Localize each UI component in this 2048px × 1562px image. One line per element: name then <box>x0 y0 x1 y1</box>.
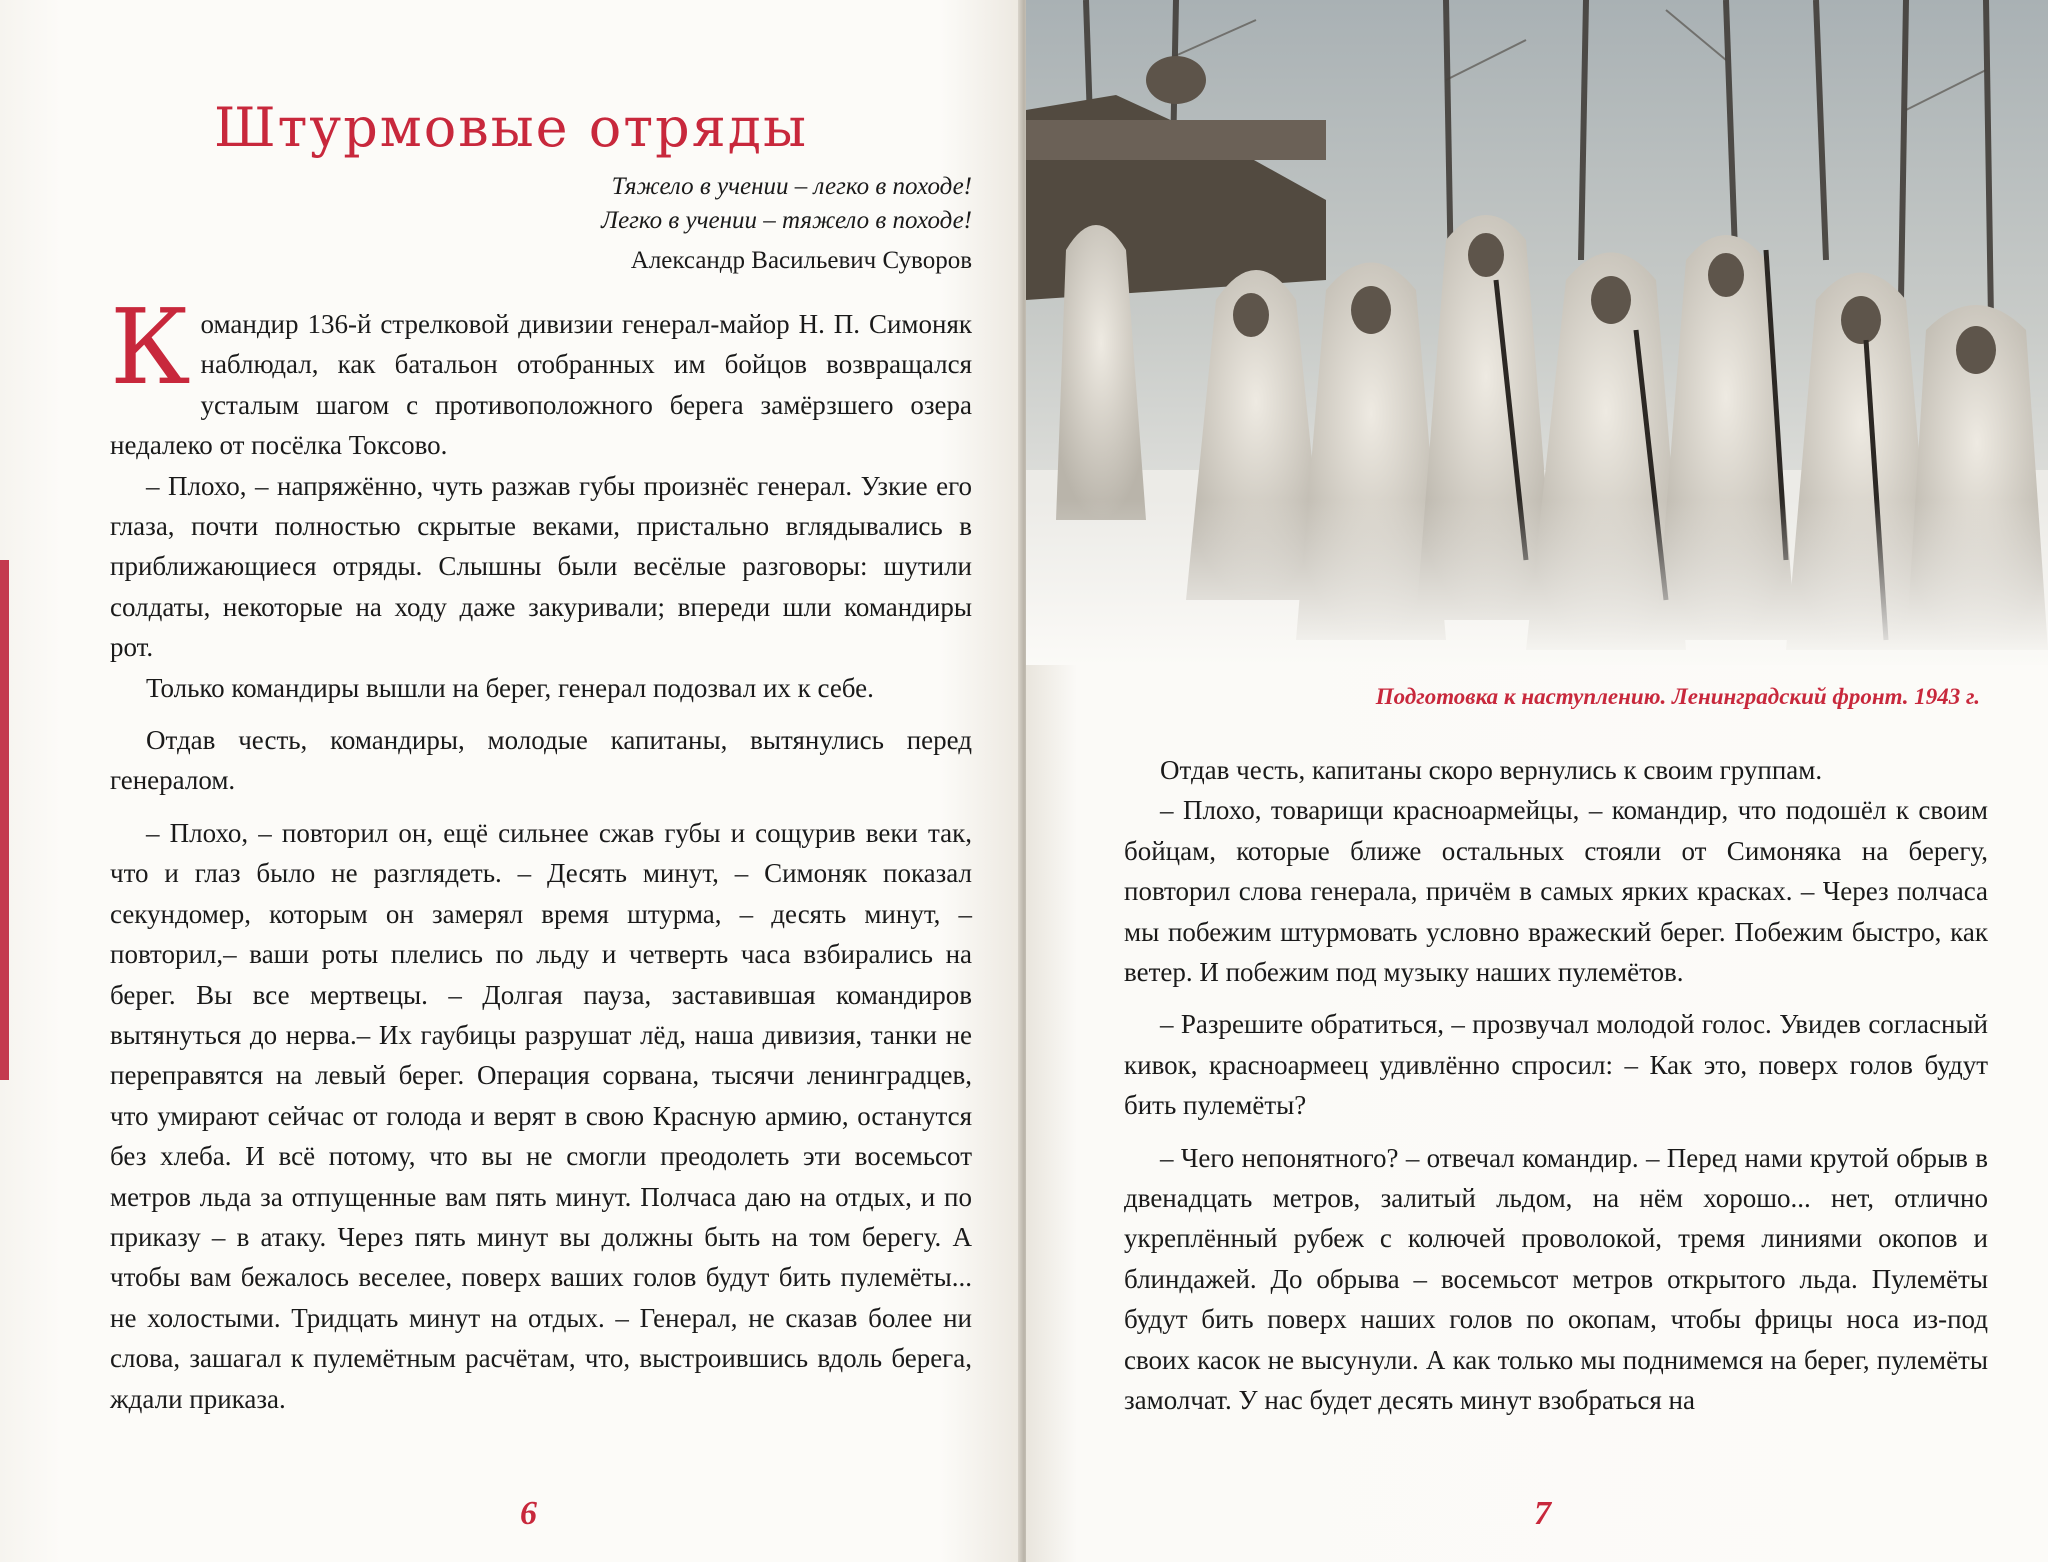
first-paragraph-text: омандир 136-й стрелковой дивизии генерал-майор Н. П. Симоняк наблюдал, как батальон отобранных им бойцов возвращался усталым шагом с противоположного берега замёрзшего озера недалеко от посёлка Токсово. <box>110 309 972 461</box>
epigraph-author: Александр Васильевич Суворов <box>630 247 972 274</box>
epigraph-line: Легко в учении – тяжело в походе! <box>601 207 972 234</box>
page-number-left: 6 <box>520 1495 537 1532</box>
left-page <box>0 0 1022 1562</box>
photo-caption: Подготовка к наступлению. Ленинградский фронт. 1943 г. <box>1375 684 1980 709</box>
drop-cap-letter: К <box>110 286 191 408</box>
paragraph: – Плохо, товарищи красноармейцы, – командир, что подошёл к своим бойцам, которые ближе остальных стояли от Симоняка на берегу, повторил слова генерала, причём в самых ярких красках. – Через полчаса мы побежим штурмовать условно вражеский берег. Побежим быстро, как ветер. И побежим под музыку наших пулемётов. <box>1124 795 1988 988</box>
right-page-body <box>1124 750 1988 1421</box>
winter-soldiers-photo <box>1026 0 2048 665</box>
paragraph: – Плохо, – повторил он, ещё сильнее сжав губы и сощурив веки так, что и глаз было не разглядеть. – Десять минут, – Симоняк показал секундомер, которым он замерял время штурма, – десять минут, – повторил,– ваши роты плелись по льду и четверть часа взбирались на берег. Вы все мертвецы. – Долгая пауза, заставившая командиров вытянуться до нерва.– Их гаубицы разрушат лёд, наша дивизия, танки не переправятся на левый берег. Операция сорвана, тысячи ленинградцев, что умирают сейчас от голода и верят в свою Красную армию, останутся без хлеба. И всё потому, что вы не смогли преодолеть эти восемьсот метров льда за отпущенные вам пять минут. Полчаса даю на отдых, и по приказу – в атаку. Через пять минут вы должны быть на том берегу. А чтобы вам бежалось веселее, поверх ваших голов будут бить пулемёты... не холостыми. Тридцать минут на отдых. – Генерал, не сказав более ни слова, зашагал к пулемётным расчётам, что, выстроившись вдоль берега, ждали приказа. <box>110 817 972 1414</box>
paragraph: – Плохо, – напряжённо, чуть разжав губы произнёс генерал. Узкие его глаза, почти полностью скрытые веками, пристально вглядывались в приближающиеся отряды. Слышны были весёлые разговоры: шутили солдаты, некоторые на ходу даже закуривали; впереди шли командиры рот. <box>110 470 972 663</box>
right-page <box>1026 0 2048 1562</box>
paragraph: Отдав честь, капитаны скоро вернулись к своим группам. <box>1160 755 1823 785</box>
paragraph <box>110 286 972 466</box>
paragraph: – Разрешите обратиться, – прозвучал молодой голос. Увидев согласный кивок, красноармеец удивлённо спросил: – Как это, поверх голов будут бить пулемёты? <box>1124 1009 1988 1121</box>
chapter-title: Штурмовые отряды <box>213 96 809 159</box>
left-page-body <box>110 286 972 1419</box>
epigraph-line: Тяжело в учении – легко в походе! <box>611 173 972 200</box>
epigraph <box>601 170 972 238</box>
paragraph: Только командиры вышли на берег, генерал подозвал их к себе. <box>146 672 874 703</box>
paragraph: Отдав честь, командиры, молодые капитаны, вытянулись перед генералом. <box>110 725 972 796</box>
page-number-right: 7 <box>1534 1495 1551 1532</box>
red-page-edge-marker <box>0 560 9 1080</box>
paragraph: – Чего непонятного? – отвечал командир. – Перед нами крутой обрыв в двенадцать метров, залитый льдом, на нём хорошо... нет, отлично укреплённый рубеж с колючей проволокой, тремя линиями окопов и блиндажей. До обрыва – восемьсот метров открытого льда. Пулемёты будут бить поверх наших голов по окопам, чтобы фрицы носа из-под своих касок не высунули. А как только мы поднимемся на берег, пулемёты замолчат. У нас будет десять минут взобраться на <box>1124 1142 1988 1416</box>
